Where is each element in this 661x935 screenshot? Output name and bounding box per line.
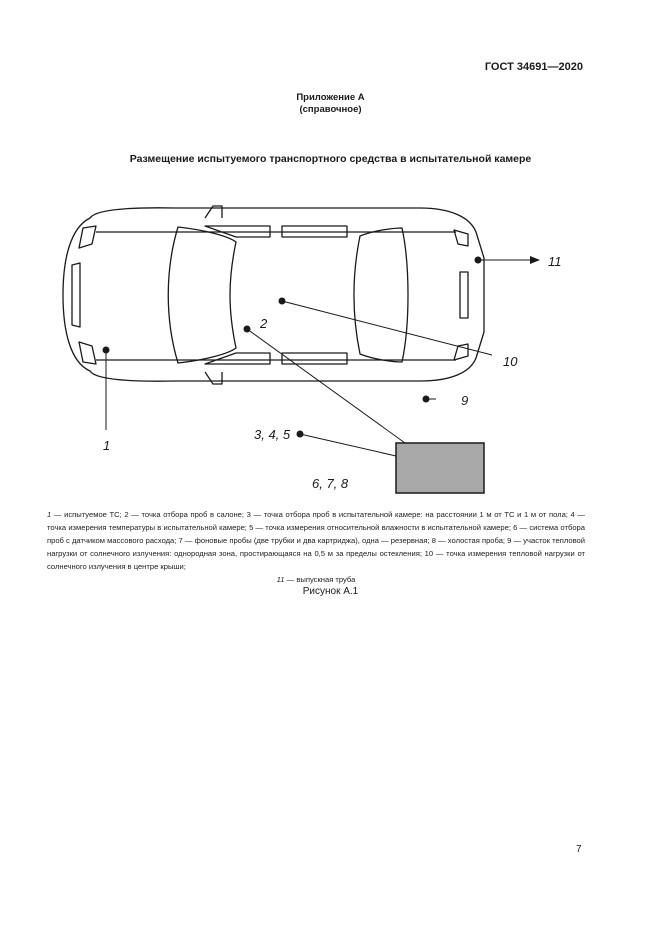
legend-text: — испытуемое ТС; 2 — точка отбора проб в салоне; 3 — точка отбора проб в испытательной камере: на расстоянии 1 м от ТС и 1 м от пола; 4 — точка измерения температуры в испытательной камере; 5 — точка измерения относительной влажности в испытательной камере; 6 — система отбора проб с датчиком массового расхода; 7 — фоновые пробы (две трубки и два картриджа), одна — резервная; 8 — холостая проба; 9 — участок тепловой нагрузки от солнечного излучения: однородная зона, простирающаяся на 0,5 м за пределы остекления; 10 — точка измерения тепловой нагрузки от солнечного излучения в центре крыши; bbox=[47, 510, 585, 571]
standard-number: ГОСТ 34691—2020 bbox=[484, 61, 583, 73]
callout-1: 1 bbox=[103, 438, 111, 453]
grille bbox=[460, 272, 468, 318]
callout-345: 3, 4, 5 bbox=[254, 427, 291, 442]
callout-2: 2 bbox=[260, 316, 268, 331]
side-window-rear-bottom bbox=[205, 353, 270, 364]
annex-title: Приложение А bbox=[296, 92, 365, 103]
sampling-system-box bbox=[396, 443, 484, 493]
arrow-11-head bbox=[530, 256, 540, 264]
legend-number-1: 1 bbox=[47, 510, 52, 519]
car-body bbox=[63, 208, 484, 381]
headlight-bottom bbox=[454, 344, 468, 360]
side-window-front-bottom bbox=[282, 353, 347, 364]
windshield bbox=[354, 228, 408, 362]
rear-light-top bbox=[79, 226, 96, 248]
rear-window bbox=[168, 227, 236, 363]
rear-bumper-light bbox=[72, 263, 80, 327]
legend-exhaust: — выпускная труба bbox=[286, 575, 356, 584]
legend-number-11: 11 bbox=[276, 575, 285, 584]
figure-caption: Рисунок А.1 bbox=[302, 586, 359, 597]
figure-legend bbox=[47, 508, 585, 586]
headlight-top bbox=[454, 230, 468, 246]
mirror-bottom bbox=[205, 372, 222, 384]
leader-345 bbox=[300, 434, 396, 456]
callout-9: 9 bbox=[461, 393, 469, 408]
page-number: 7 bbox=[576, 844, 582, 855]
figure-title: Размещение испытуемого транспортного средства в испытательной камере bbox=[129, 153, 532, 165]
legend-last-line bbox=[47, 573, 585, 586]
callout-678: 6, 7, 8 bbox=[312, 476, 349, 491]
rear-light-bottom bbox=[79, 342, 96, 364]
callout-11: 11 bbox=[548, 254, 562, 269]
annex-subtitle: (справочное) bbox=[299, 104, 362, 115]
callout-10: 10 bbox=[503, 354, 518, 369]
vehicle-outline bbox=[63, 206, 484, 384]
leader-2 bbox=[247, 329, 405, 443]
